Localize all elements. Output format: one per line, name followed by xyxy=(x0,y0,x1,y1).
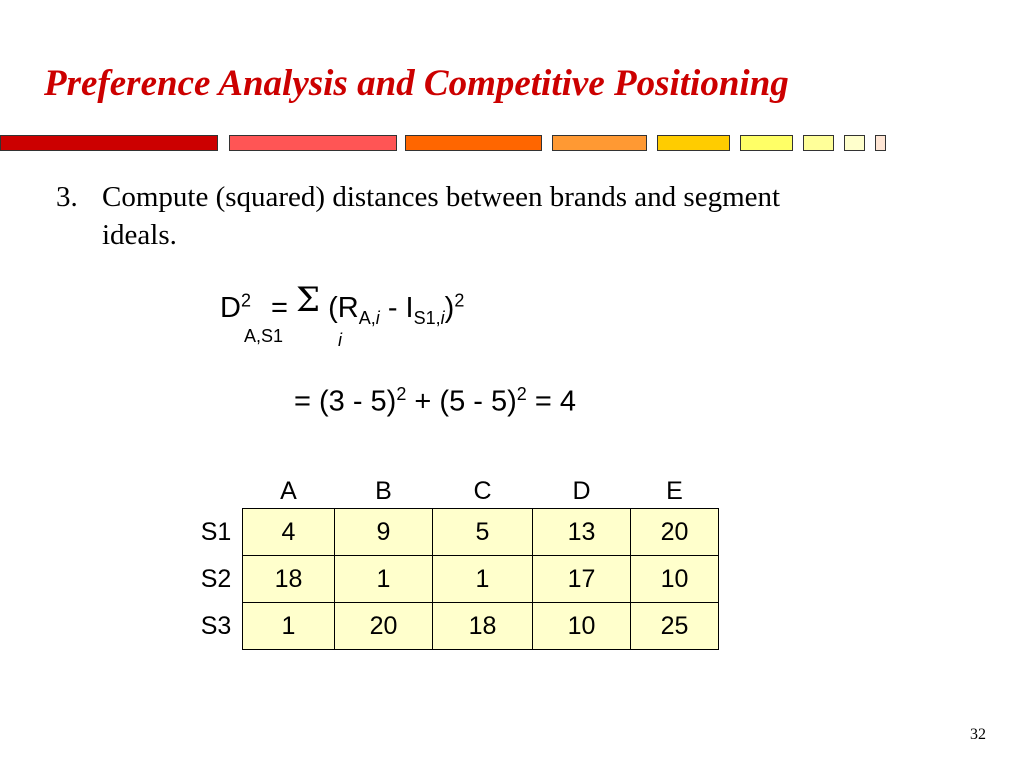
column-header: A xyxy=(280,476,297,505)
formula-i-sub-i: i xyxy=(440,307,445,328)
table-cell: 1 xyxy=(243,603,335,650)
color-bar xyxy=(0,135,218,151)
result-part2: + (5 - 5) xyxy=(406,385,517,418)
formula-close-sup: 2 xyxy=(454,290,465,311)
table-cell: 17 xyxy=(533,556,631,603)
table-row xyxy=(190,603,719,650)
color-bar xyxy=(405,135,542,151)
table-cell: 5 xyxy=(433,509,533,556)
page-number: 32 xyxy=(970,726,986,743)
table-cell: 1 xyxy=(433,556,533,603)
bullet-number: 3. xyxy=(56,181,78,213)
row-header: S2 xyxy=(200,564,232,593)
table-cell: 10 xyxy=(631,556,719,603)
table-cell: 9 xyxy=(335,509,433,556)
sigma-subscript: i xyxy=(338,330,342,350)
distance-formula xyxy=(220,280,465,329)
table-cell: 1 xyxy=(335,556,433,603)
table-row xyxy=(190,556,719,603)
formula-close: ) xyxy=(444,292,455,324)
corner-cell xyxy=(190,474,243,509)
formula-r-sub xyxy=(359,308,380,328)
table-cell: 20 xyxy=(631,509,719,556)
table-cell: 10 xyxy=(533,603,631,650)
result-part3: = 4 xyxy=(526,385,576,418)
color-bar xyxy=(657,135,730,151)
formula-d: D xyxy=(220,292,241,324)
column-header: E xyxy=(666,476,683,505)
formula-result xyxy=(294,384,576,419)
formula-i-sub xyxy=(414,308,445,328)
table-cell: 18 xyxy=(243,556,335,603)
color-bar xyxy=(229,135,397,151)
sigma-symbol: Σ xyxy=(296,280,321,320)
formula-open: (R xyxy=(328,292,359,324)
formula-r-sub-i: i xyxy=(375,307,380,328)
result-sup2: 2 xyxy=(516,384,527,404)
table-cell: 13 xyxy=(533,509,631,556)
table-cell: 4 xyxy=(243,509,335,556)
color-bar xyxy=(875,135,886,151)
table-header-row xyxy=(190,474,719,509)
formula-equals: = xyxy=(271,292,288,324)
formula-d-sup: 2 xyxy=(240,290,251,311)
formula-minus: - I xyxy=(379,292,414,324)
result-sup1: 2 xyxy=(396,384,407,404)
table-cell: 20 xyxy=(335,603,433,650)
color-bar xyxy=(740,135,793,151)
table-row xyxy=(190,509,719,556)
color-bar xyxy=(844,135,865,151)
color-bar xyxy=(803,135,834,151)
formula-i-sub-text: S1, xyxy=(413,307,441,328)
result-part1: = (3 - 5) xyxy=(294,385,397,418)
color-bar xyxy=(552,135,647,151)
distance-table xyxy=(190,474,719,650)
row-header: S3 xyxy=(200,611,232,640)
formula-r-sub-text: A, xyxy=(358,307,376,328)
bullet-text: Compute (squared) distances between brands and segment ideals. xyxy=(102,181,781,251)
row-header: S1 xyxy=(200,517,232,546)
column-header: D xyxy=(572,476,591,505)
slide-title: Preference Analysis and Competitive Positioning xyxy=(44,63,789,104)
decorative-color-bars xyxy=(0,135,1024,155)
table-cell: 18 xyxy=(433,603,533,650)
formula-d-subscript: A,S1 xyxy=(244,326,284,346)
column-header: B xyxy=(375,476,392,505)
table-cell: 25 xyxy=(631,603,719,650)
column-header: C xyxy=(473,476,492,505)
